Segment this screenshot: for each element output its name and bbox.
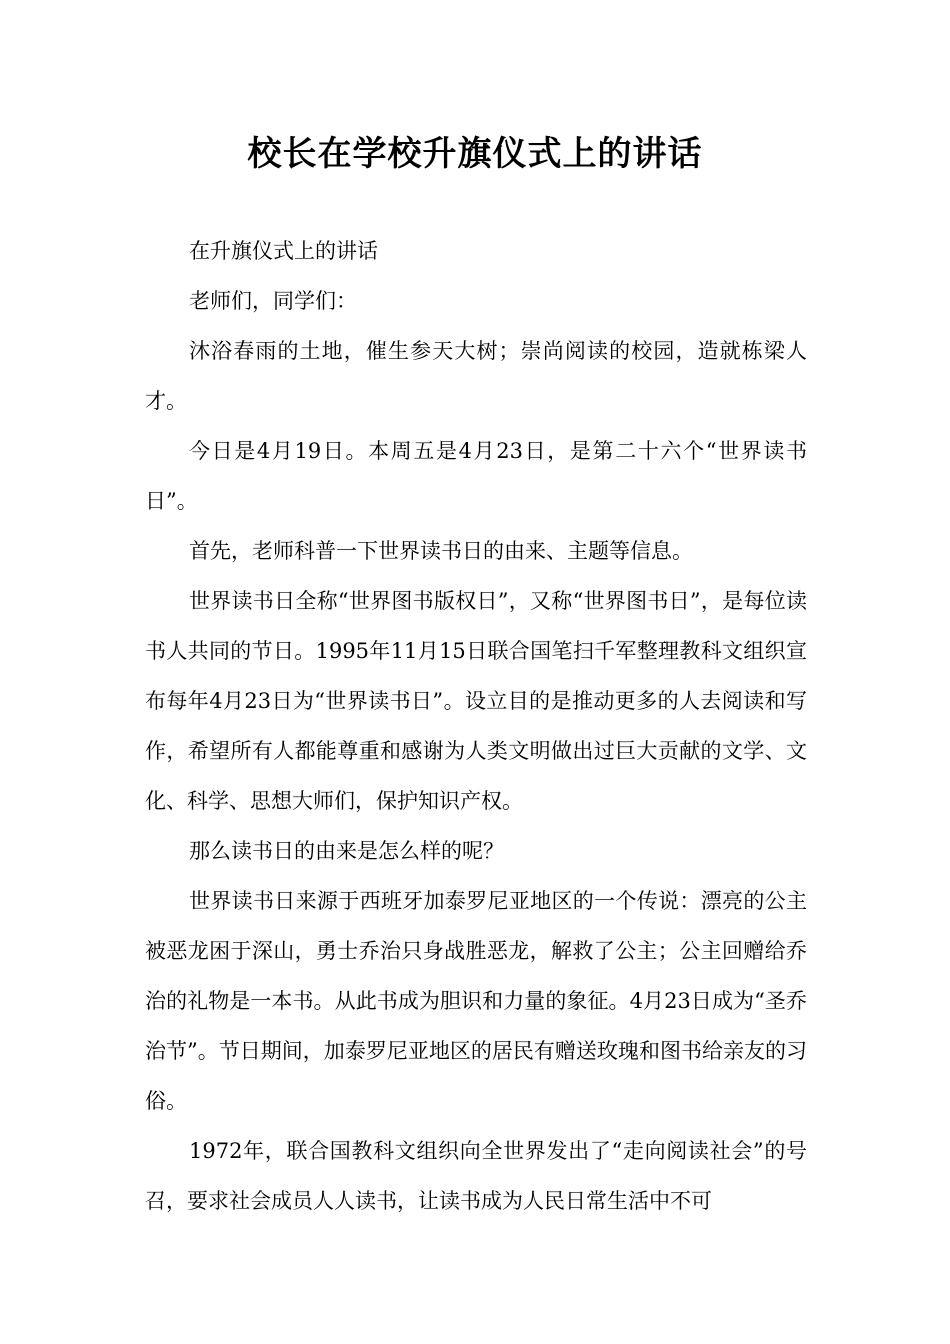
paragraph: 首先，老师科普一下世界读书日的由来、主题等信息。 [189,539,693,563]
document-body [145,226,807,1226]
paragraph: 世界读书日全称“世界图书版权日”，又称“世界图书日”，是每位读书人共同的节日。1995年11月15日联合国笔扫千军整理教科文组织宣布每年4月23日为“世界读书日”。设立目的是推动更多的人去阅读和写作，希望所有人都能尊重和感谢为人类文明做出过巨大贡献的文学、文化、科学、思想大师们，保护知识产权。 [145,589,807,813]
paragraph: 那么读书日的由来是怎么样的呢？ [189,839,504,863]
paragraph: 1972年，联合国教科文组织向全世界发出了“走向阅读社会”的号召，要求社会成员人人读书，让读书成为人民日常生活中不可 [145,1139,807,1213]
paragraph-heading: 在升旗仪式上的讲话 [189,239,378,263]
paragraph: 今日是4月19日。本周五是4月23日，是第二十六个“世界读书日”。 [145,439,807,513]
document-title: 校长在学校升旗仪式上的讲话 [247,134,703,174]
paragraph: 世界读书日来源于西班牙加泰罗尼亚地区的一个传说：漂亮的公主被恶龙困于深山，勇士乔治只身战胜恶龙，解救了公主；公主回赠给乔治的礼物是一本书。从此书成为胆识和力量的象征。4月23日成为“圣乔治节”。节日期间，加泰罗尼亚地区的居民有赠送玫瑰和图书给亲友的习俗。 [145,889,807,1113]
paragraph: 沐浴春雨的土地，催生参天大树；崇尚阅读的校园，造就栋梁人才。 [145,339,807,413]
paragraph-salutation: 老师们，同学们： [189,289,357,313]
